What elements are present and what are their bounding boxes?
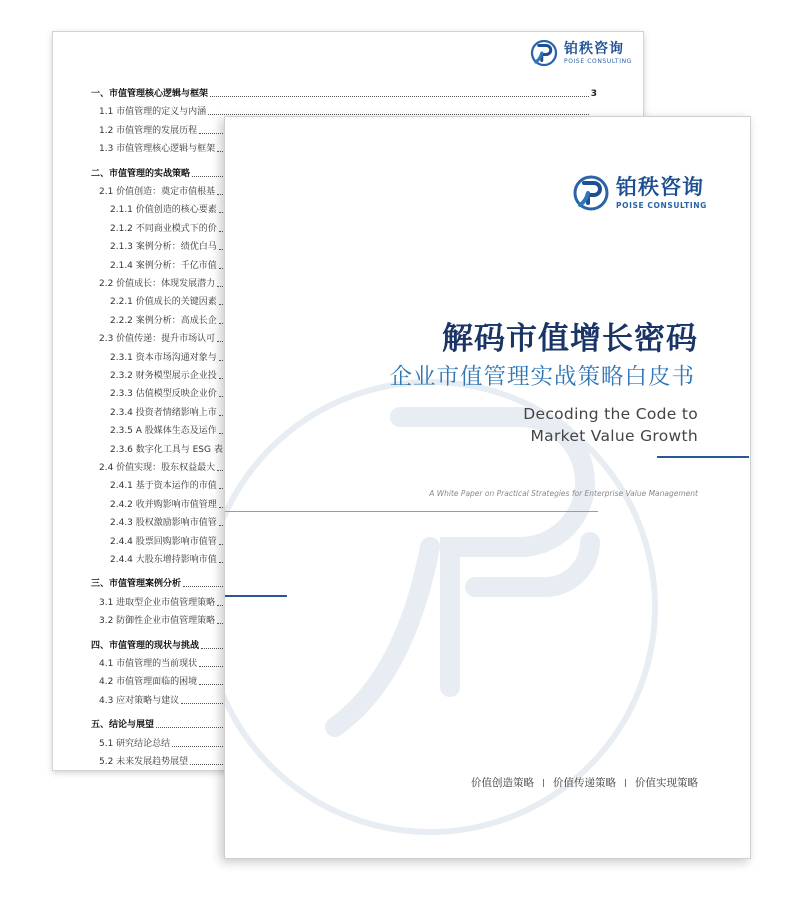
brand-logo [571, 174, 707, 212]
toc-entry-label: 4.1 市值管理的当前现状 [99, 659, 198, 669]
accent-bar-left [225, 595, 287, 597]
brand-logo [529, 39, 632, 67]
logo-watermark-icon [225, 117, 750, 858]
cover-tagline: A White Paper on Practical Strategies for Enterprise Value Management [429, 489, 698, 498]
tag-separator [625, 779, 626, 787]
toc-entry-label: 2.2.2 案例分析：高成长企 [110, 315, 217, 326]
toc-entry-label: 二、市值管理的实战策略 [91, 168, 191, 179]
toc-entry-label: 2.4.4 股票回购影响市值管 [110, 536, 217, 547]
toc-entry-label: 五、结论与展望 [91, 720, 155, 731]
cover-subtitle: 企业市值管理实战策略白皮书 [389, 364, 695, 390]
brand-name-cn: 铂秩咨询 [616, 174, 704, 199]
toc-entry-label: 2.4.1 基于资本运作的市值 [110, 481, 217, 492]
toc-entry-label: 2.3.1 资本市场沟通对象与 [110, 352, 217, 363]
cover-title-en-line1: Decoding the Code to [523, 405, 698, 423]
cover-title-en-line2: Market Value Growth [530, 427, 698, 445]
toc-entry-label: 2.1.1 价值创造的核心要素 [110, 205, 217, 216]
cover-page [224, 116, 751, 859]
toc-entry-label: 1.1 市值管理的定义与内涵 [99, 107, 207, 118]
toc-entry-label: 1.3 市值管理核心逻辑与框架 [99, 144, 216, 155]
toc-entry-label: 2.2.1 价值成长的关键因素 [110, 297, 217, 308]
toc-entry-label: 3.1 进取型企业市值管理策略 [99, 597, 216, 608]
poise-logo-icon [529, 39, 559, 67]
toc-entry-label: 3.2 防御性企业市值管理策略 [99, 616, 216, 627]
toc-entry-label: 2.1 价值创造：奠定市值根基 [99, 187, 216, 197]
toc-entry[interactable] [53, 86, 597, 102]
toc-entry-label: 2.1.3 案例分析：绩优白马 [110, 242, 217, 253]
toc-leader-dots [210, 96, 589, 97]
toc-entry-label: 1.2 市值管理的发展历程 [99, 125, 198, 136]
toc-entry-label: 2.3.4 投资者情绪影响上市 [110, 407, 217, 418]
toc-entry-label: 2.3.2 财务模型展示企业投 [110, 371, 217, 381]
poise-logo-icon [571, 174, 611, 212]
brand-name-en: POISE CONSULTING [616, 200, 707, 210]
toc-entry-label: 2.3.6 数字化工具与 ESG 表 [110, 444, 223, 455]
brand-name-cn: 铂秩咨询 [564, 40, 624, 57]
toc-entry-label: 2.2 价值成长：体现发展潜力 [99, 279, 216, 289]
cover-title: 解码市值增长密码 [442, 321, 698, 357]
toc-entry-label: 2.4.2 收并购影响市值管理 [110, 499, 217, 510]
tag-separator [543, 779, 544, 787]
toc-entry-label: 2.3.3 估值模型反映企业价 [110, 389, 217, 400]
toc-entry-label: 5.1 研究结论总结 [99, 738, 171, 749]
toc-entry-label: 2.4.3 股权激励影响市值管 [110, 518, 217, 529]
toc-entry-label: 2.4 价值实现：股东权益最大 [99, 463, 216, 473]
cover-tag: 价值实现策略 [635, 777, 698, 789]
toc-entry-label: 四、市值管理的现状与挑战 [91, 640, 200, 651]
cover-tags [471, 775, 698, 790]
accent-line-middle [225, 511, 598, 512]
toc-entry-label: 2.3.5 A 股媒体生态及运作 [110, 426, 217, 437]
toc-entry-label: 三、市值管理案例分析 [91, 579, 182, 590]
cover-tag: 价值传递策略 [553, 777, 616, 789]
toc-entry-label: 一、市值管理核心逻辑与框架 [91, 89, 209, 99]
toc-entry-label: 5.2 未来发展趋势展望 [99, 757, 189, 767]
toc-page-number: 3 [590, 89, 597, 99]
toc-entry-label: 2.3 价值传递：提升市场认可 [99, 334, 216, 345]
toc-entry-label: 4.2 市值管理面临的困境 [99, 677, 198, 688]
cover-tag: 价值创造策略 [471, 777, 534, 789]
accent-bar-right [657, 456, 749, 458]
toc-entry-label: 4.3 应对策略与建议 [99, 695, 180, 706]
toc-entry-label: 2.1.4 案例分析：千亿市值 [110, 260, 217, 271]
toc-entry-label: 2.4.4 大股东增持影响市值 [110, 555, 217, 565]
toc-entry-label: 2.1.2 不同商业模式下的价 [110, 223, 217, 234]
brand-name-en: POISE CONSULTING [564, 57, 632, 65]
